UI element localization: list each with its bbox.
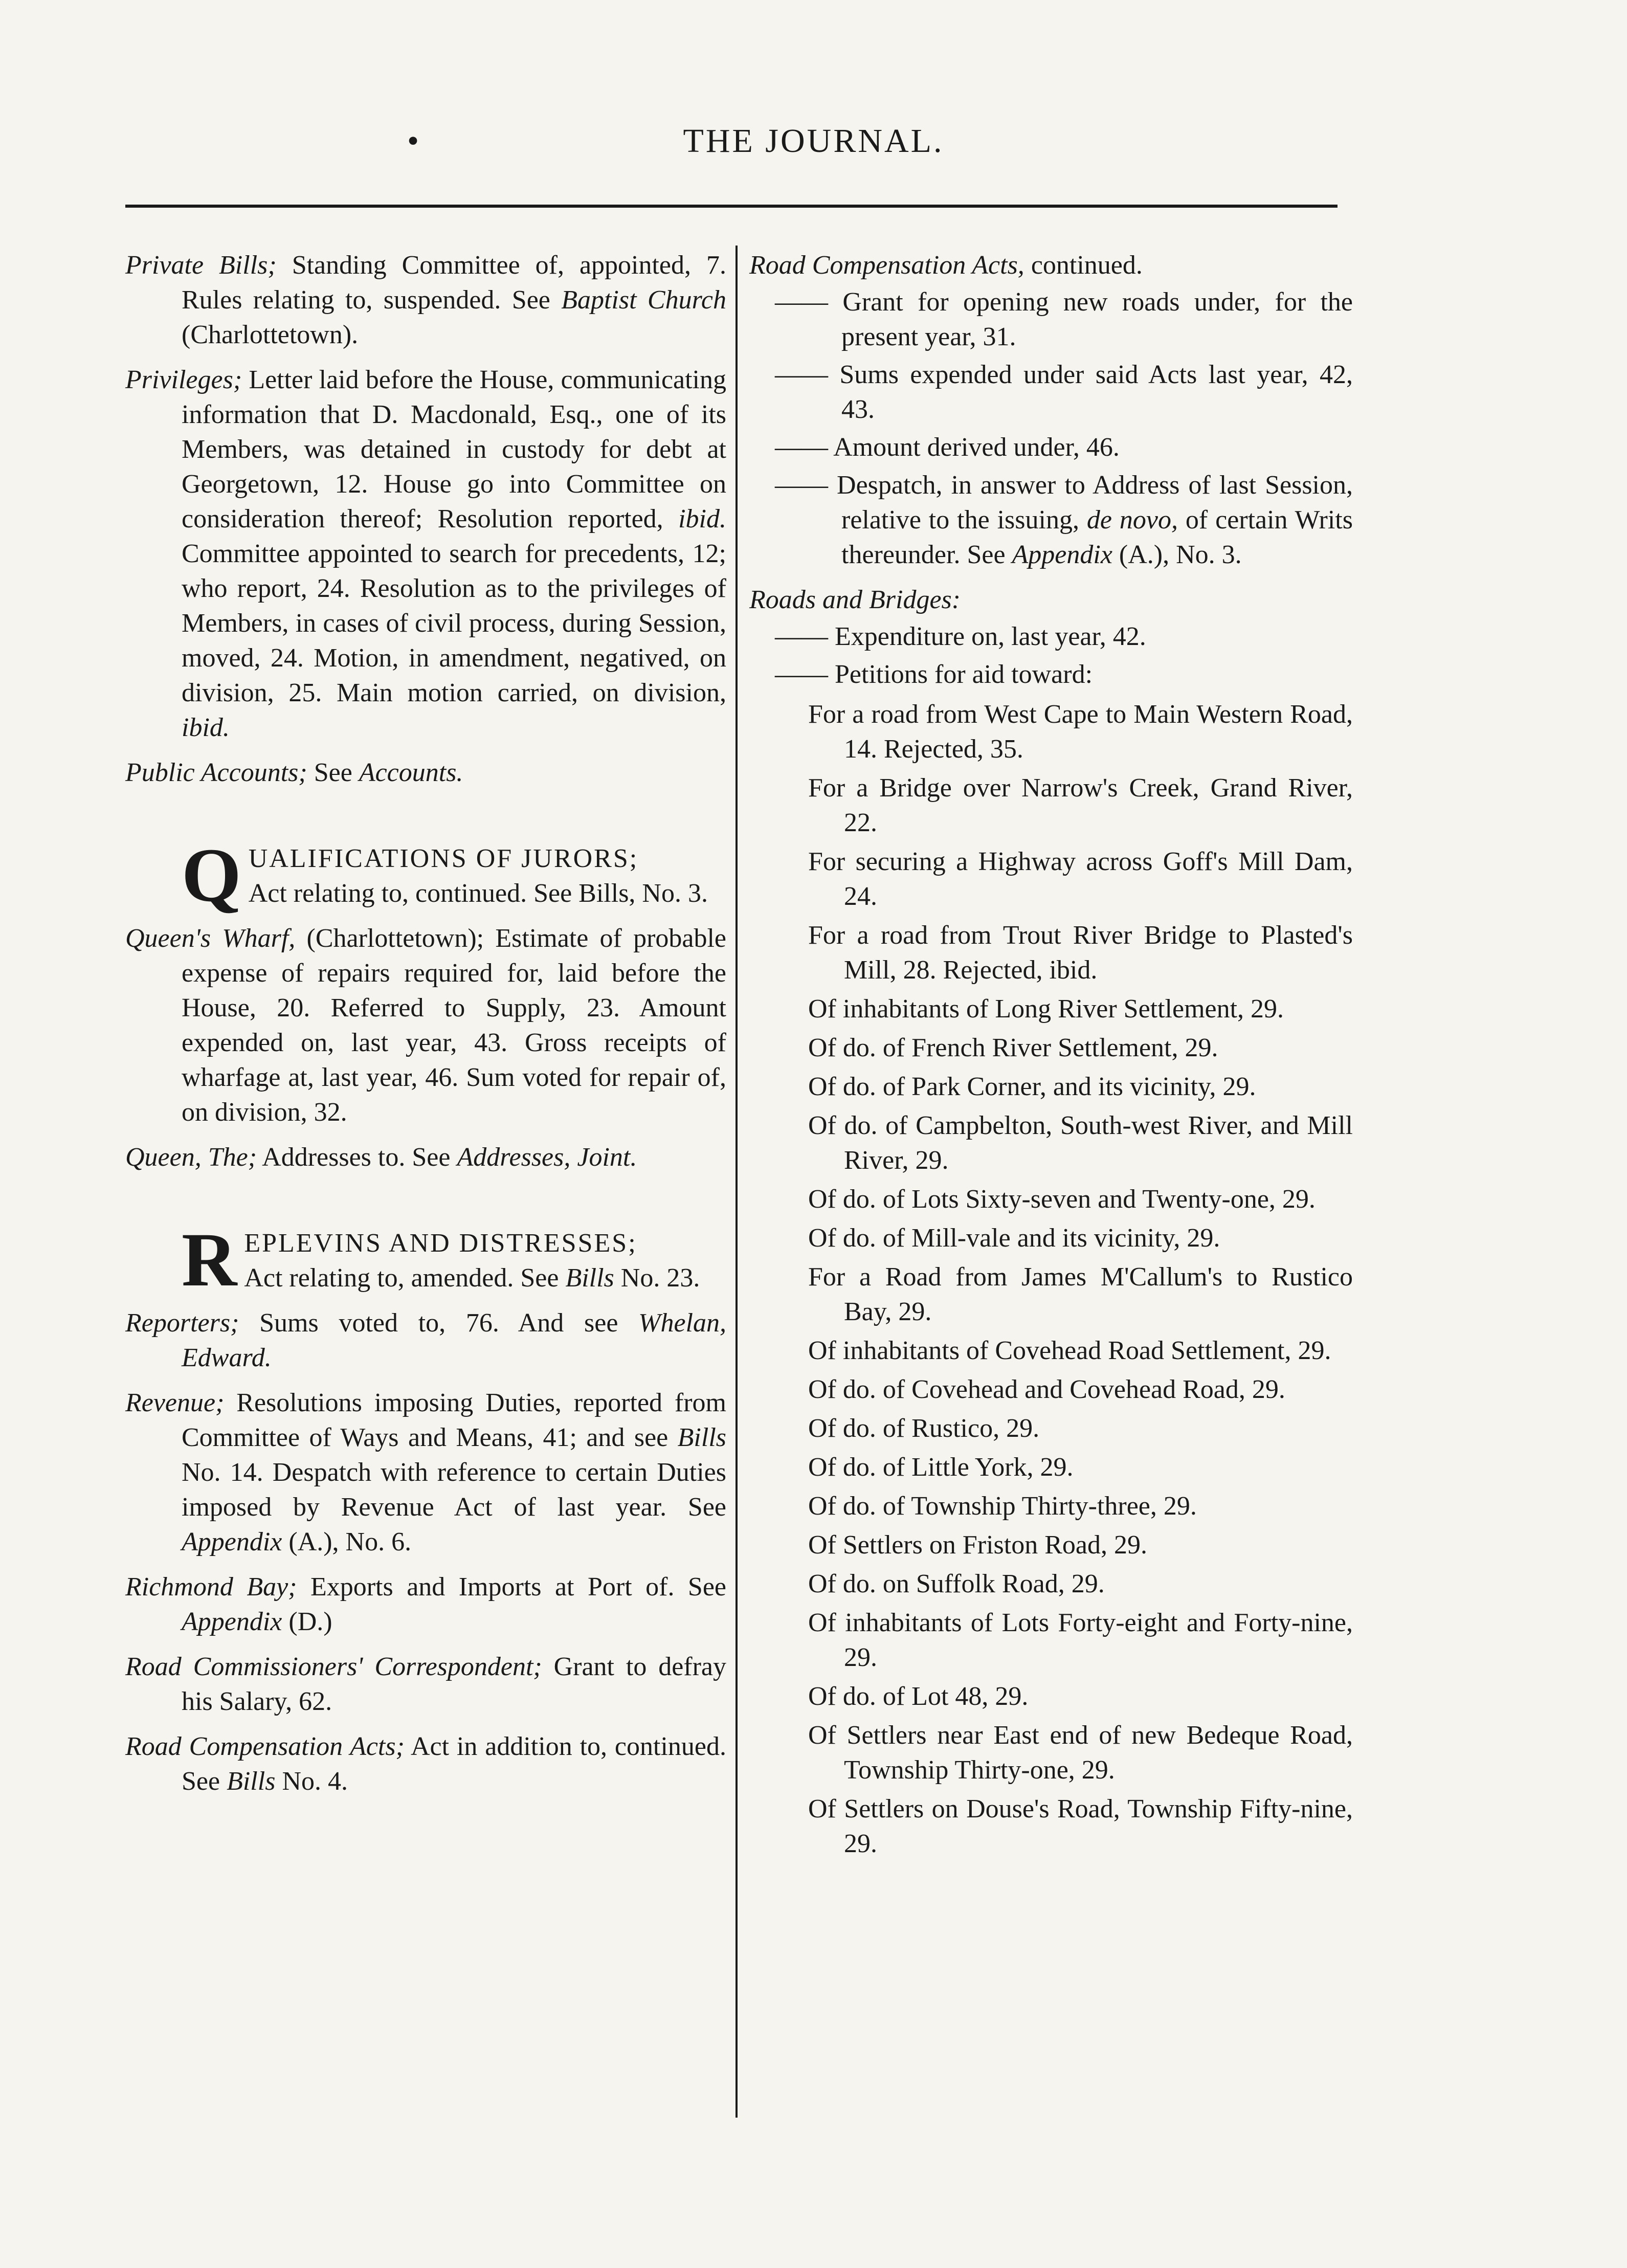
index-entry-queens-wharf [125, 921, 726, 1130]
entry-text: Standing Committee of, appointed, 7. Rules relating to, suspended. See [182, 251, 726, 315]
petition-entry: For securing a Highway across Goff's Mill Dam, 24. [808, 847, 1353, 911]
entry-text: continued. [1024, 251, 1143, 280]
sub-entry-ref: de novo, [1086, 505, 1178, 535]
dropcap-r: R [182, 1217, 237, 1302]
entry-text: Exports and Imports at Port of. See [297, 1572, 726, 1602]
section-body-ref: Bills [565, 1263, 614, 1293]
right-column [749, 248, 1353, 1865]
entry-head: Queen, The; [125, 1143, 257, 1172]
section-body-tail: No. 23. [614, 1263, 700, 1293]
petition-entry: Of inhabitants of Long River Settlement, 29. [808, 994, 1284, 1024]
petition-entry: Of do. on Suffolk Road, 29. [808, 1569, 1105, 1598]
petition-entry: Of do. of Campbelton, South-west River, and Mill River, 29. [808, 1111, 1353, 1175]
index-entry-public-accounts [125, 755, 726, 790]
petition-entry: For a road from Trout River Bridge to Plasted's Mill, 28. Rejected, ibid. [808, 921, 1353, 985]
header-mark: • [407, 122, 421, 160]
entry-tail: No. 4. [275, 1767, 348, 1796]
sub-entry-tail: (A.), No. 3. [1112, 540, 1242, 569]
petition-entry: For a Road from James M'Callum's to Rustico Bay, 29. [808, 1262, 1353, 1326]
entry-ref: Bills [227, 1767, 276, 1796]
petition-entry: Of do. of Park Corner, and its vicinity, 29. [808, 1072, 1256, 1101]
sub-entry: —— Petitions for aid toward: [775, 660, 1093, 689]
section-body: Act relating to, continued. See Bills, No. 3. [248, 879, 708, 908]
petition-entry: Of Settlers near East end of new Bedeque Road, Township Thirty-one, 29. [808, 1721, 1353, 1785]
entry-head: Private Bills; [125, 251, 277, 280]
entry-text: See [307, 758, 359, 787]
entry-ref: Addresses, Joint. [457, 1143, 637, 1172]
section-body [182, 1261, 726, 1296]
entry-head: Road Compensation Acts; [125, 1732, 405, 1761]
entry-tail: No. 14. Despatch with reference to certain Duties imposed by Revenue Act of last year. See [182, 1458, 726, 1522]
entry-text: Act in addition to, continued. See [182, 1732, 726, 1796]
sub-entry-mid: of certain Writs thereunder. See [841, 505, 1353, 569]
sub-entry: —— Grant for opening new roads under, for the present year, 31. [775, 287, 1353, 351]
entry-ref-2: ibid. [182, 713, 230, 742]
section-heading: UALIFICATIONS OF JURORS; [248, 844, 639, 873]
petition-entry: For a road from West Cape to Main Western Road, 14. Rejected, 35. [808, 700, 1353, 764]
entry-head: Queen's Wharf, [125, 924, 296, 953]
petition-entry: Of do. of Lot 48, 29. [808, 1682, 1029, 1711]
sub-entry-despatch [749, 468, 1353, 572]
entry-head: Richmond Bay; [125, 1572, 297, 1602]
sub-entry: —— Sums expended under said Acts last year, 42, 43. [775, 360, 1353, 424]
entry-ref: Appendix [182, 1607, 282, 1636]
page-header [0, 122, 1627, 161]
index-entry-private-bills [125, 248, 726, 352]
page-title: THE JOURNAL. [683, 122, 944, 160]
index-heading-road-compensation [749, 248, 1353, 283]
petition-entry: Of inhabitants of Covehead Road Settlement, 29. [808, 1336, 1331, 1365]
entry-head: Revenue; [125, 1388, 225, 1417]
left-column [125, 248, 726, 1809]
sub-entry-ref-2: Appendix [1012, 540, 1112, 569]
entry-ref: Bills [677, 1423, 726, 1452]
petition-entry: Of do. of Mill-vale and its vicinity, 29. [808, 1224, 1220, 1253]
header-rule [125, 205, 1338, 208]
petition-entry: Of do. of Township Thirty-three, 29. [808, 1492, 1197, 1521]
entry-ref: Baptist Church [561, 285, 726, 315]
petition-entry: Of do. of Covehead and Covehead Road, 29. [808, 1375, 1285, 1404]
entry-head: Reporters; [125, 1308, 239, 1338]
entry-head: Road Compensation Acts, [749, 251, 1024, 280]
entry-tail: (Charlottetown). [182, 320, 359, 349]
section-r [125, 1217, 726, 1302]
petition-entry: Of Settlers on Friston Road, 29. [808, 1530, 1147, 1560]
column-divider [736, 246, 738, 2118]
entry-ref: Accounts. [359, 758, 463, 787]
entry-text: Grant to defray his Salary, 62. [182, 1652, 726, 1716]
entry-head: Privileges; [125, 365, 242, 394]
sub-entry: —— Amount derived under, 46. [775, 433, 1120, 462]
entry-tail: Committee appointed to search for precedents, 12; who report, 24. Resolution as to the privileges of Members, in cases of civil process, during Session, moved, 24. Motion, in amendment, negatived, on division, 25. Main motion carried, on division, [182, 539, 726, 707]
entry-head: Road Commissioners' Correspondent; [125, 1652, 542, 1681]
entry-text: (Charlottetown); Estimate of probable expense of repairs required for, laid before the House, 20. Referred to Supply, 23. Amount expended on, last year, 43. Gross receipts of wharfage at, last year, 46. Sum voted for repair of, on division, 32. [182, 924, 726, 1127]
entry-ref: ibid. [678, 504, 726, 533]
entry-tail-2: (A.), No. 6. [282, 1527, 412, 1557]
entry-text: Sums voted to, 76. And see [239, 1308, 639, 1338]
entry-text: Addresses to. See [257, 1143, 457, 1172]
index-heading-roads-bridges [749, 583, 1353, 617]
index-entry-road-commissioners [125, 1650, 726, 1719]
petition-entry: Of inhabitants of Lots Forty-eight and Forty-nine, 29. [808, 1608, 1353, 1672]
petition-entry: Of do. of Lots Sixty-seven and Twenty-one, 29. [808, 1185, 1316, 1214]
entry-text: Resolutions imposing Duties, reported from Committee of Ways and Means, 41; and see [182, 1388, 726, 1452]
entry-head: Public Accounts; [125, 758, 307, 787]
index-entry-richmond-bay [125, 1570, 726, 1639]
petition-entry: Of Settlers on Douse's Road, Township Fifty-nine, 29. [808, 1794, 1353, 1858]
entry-text: Letter laid before the House, communicating information that D. Macdonald, Esq., one of its Members, was detained in custody for debt at Georgetown, 12. House go into Committee on consideration thereof; Resolution reported, [182, 365, 726, 533]
dropcap-q: Q [182, 833, 241, 918]
sub-entry: —— Expenditure on, last year, 42. [775, 622, 1146, 651]
section-q [125, 833, 726, 918]
section-heading: EPLEVINS AND DISTRESSES; [244, 1229, 637, 1258]
sub-entry-text: —— Despatch, in answer to Address of last Session, relative to the issuing, [775, 471, 1353, 535]
entry-ref-2: Appendix [182, 1527, 282, 1557]
index-entry-privileges [125, 363, 726, 745]
petition-entry: For a Bridge over Narrow's Creek, Grand River, 22. [808, 773, 1353, 837]
petition-entry: Of do. of Little York, 29. [808, 1453, 1074, 1482]
index-entry-road-compensation [125, 1729, 726, 1799]
index-entry-reporters [125, 1306, 726, 1375]
petition-entry: Of do. of Rustico, 29. [808, 1414, 1040, 1443]
index-entry-queen [125, 1140, 726, 1175]
entry-tail: (D.) [282, 1607, 332, 1636]
index-entry-revenue [125, 1386, 726, 1560]
petition-list [749, 697, 1353, 1861]
section-body-text: Act relating to, amended. See [244, 1263, 566, 1293]
entry-ref: Whelan, Edward. [182, 1308, 726, 1372]
entry-head: Roads and Bridges: [749, 585, 961, 614]
petition-entry: Of do. of French River Settlement, 29. [808, 1033, 1218, 1062]
